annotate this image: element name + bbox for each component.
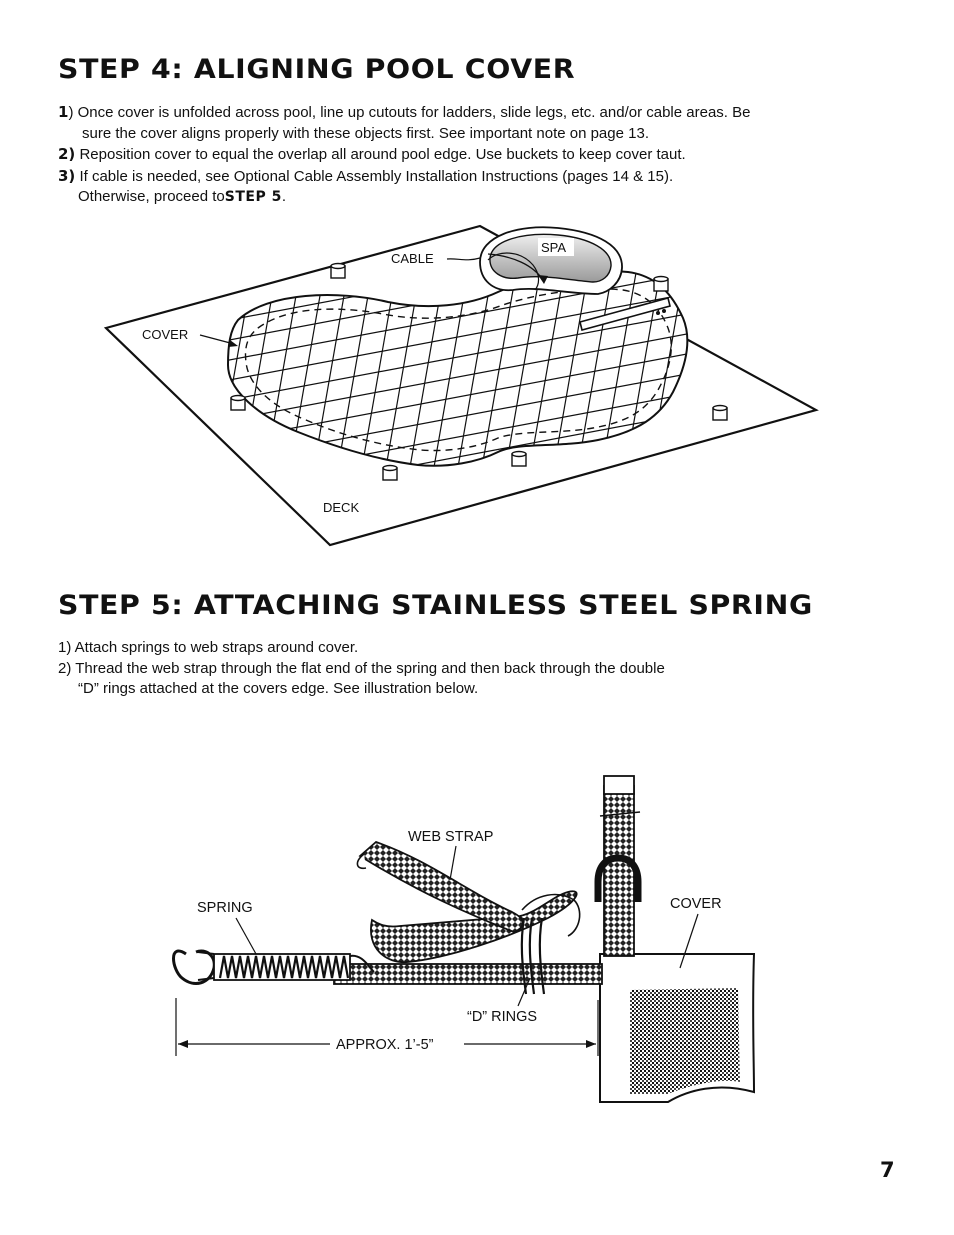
step4-instructions [58, 102, 750, 208]
bucket [383, 466, 397, 481]
web-strap-label: WEB STRAP [408, 829, 494, 845]
item-number: 1 [58, 103, 69, 121]
item-number: 3) [58, 166, 76, 185]
d-rings-label: “D” RINGS [467, 1009, 538, 1025]
item-text: sure the cover aligns properly with these objects first. See important note on page 13. [82, 124, 649, 142]
item-number: 2) [58, 145, 76, 163]
spring-attachment-drawing [128, 742, 794, 1104]
item-text: 1) Attach springs to web straps around cover. [58, 639, 359, 656]
step5-reference: STEP 5 [224, 189, 282, 205]
horizontal-web-strap [334, 964, 602, 984]
bucket [331, 264, 345, 279]
bucket [654, 277, 668, 292]
step5-heading: STEP 5: ATTACHING STAINLESS STEEL SPRING [58, 590, 813, 621]
item-text: Otherwise, proceed to [78, 188, 225, 205]
step4-item-2 [58, 144, 750, 166]
step4-item-3 [58, 166, 750, 188]
bucket [231, 396, 245, 411]
cover-label: COVER [142, 327, 189, 342]
item-text: If cable is needed, see Optional Cable Assembly Installation Instructions (pages 14 & 15). [75, 167, 674, 185]
item-text: Reposition cover to equal the overlap all around pool edge. Use buckets to keep cover taut. [75, 146, 686, 163]
item-text: ) Once cover is unfolded across pool, line up cutouts for ladders, slide legs, etc. and/or cable areas. Be [68, 104, 751, 121]
vertical-web-strap [604, 786, 634, 956]
stainless-steel-spring [174, 951, 375, 983]
step5-item-1 [58, 638, 665, 659]
web-strap-end [360, 842, 523, 932]
step4-heading: STEP 4: ALIGNING POOL COVER [58, 54, 576, 85]
pool-cover-drawing [88, 210, 828, 570]
deck-label: DECK [323, 500, 360, 515]
length-dimension-label: APPROX. 1’-5” [336, 1037, 434, 1053]
item-text: “D” rings attached at the covers edge. See illustration below. [78, 680, 479, 697]
item-text: 2) Thread the web strap through the flat end of the spring and then back through the double [58, 659, 665, 677]
spring-label: SPRING [197, 900, 253, 916]
step4-item-1-continued [58, 124, 750, 145]
bucket [512, 452, 526, 467]
spring-attachment-illustration [128, 742, 794, 1104]
step5-instructions [58, 638, 665, 700]
cover-label: COVER [670, 896, 722, 912]
cable-label: CABLE [391, 251, 434, 266]
step4-item-3-continued [58, 187, 750, 208]
step5-item-2-continued [58, 679, 665, 700]
item-text-end: . [281, 188, 286, 205]
step4-item-1 [58, 102, 750, 124]
page-number: 7 [880, 1158, 895, 1182]
spa-label: SPA [541, 240, 567, 255]
step5-item-2 [58, 659, 665, 680]
pool-cover-alignment-illustration [88, 210, 828, 570]
bucket [713, 406, 727, 421]
